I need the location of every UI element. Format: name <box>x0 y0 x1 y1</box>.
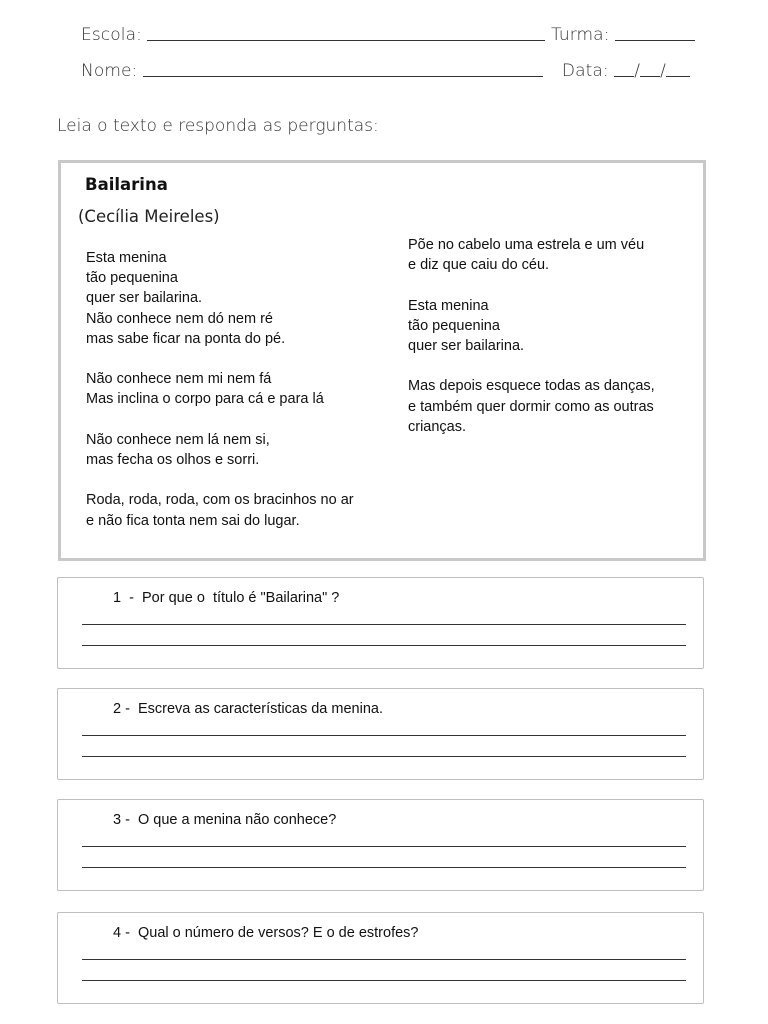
header-row-escola <box>81 25 695 45</box>
answer-line[interactable] <box>82 867 686 868</box>
poem-verse: e diz que caiu do céu. <box>408 257 550 274</box>
date-separator: / <box>634 61 641 81</box>
poem-verse: Mas inclina o corpo para cá e para lá <box>86 391 324 408</box>
escola-field[interactable] <box>147 39 545 41</box>
poem-verse: Não conhece nem lá nem si, <box>86 431 270 448</box>
year-field[interactable] <box>666 75 690 77</box>
question-box-3 <box>57 799 704 891</box>
answer-line[interactable] <box>82 959 686 960</box>
answer-line[interactable] <box>82 846 686 847</box>
data-label: Data: <box>561 61 609 81</box>
poem-verse: tão pequenina <box>86 270 178 287</box>
question-text: 4 - Qual o número de versos? E o de estrofes? <box>113 925 419 941</box>
poem-author: (Cecília Meireles) <box>78 207 220 226</box>
month-field[interactable] <box>640 75 660 77</box>
question-text: 2 - Escreva as características da menina. <box>113 701 383 717</box>
poem-verse: Roda, roda, roda, com os bracinhos no ar <box>86 492 354 509</box>
question-box-4 <box>57 912 704 1004</box>
poem-verse: Não conhece nem dó nem ré <box>86 310 273 327</box>
answer-line[interactable] <box>82 624 686 625</box>
escola-label: Escola: <box>81 25 142 45</box>
poem-verse: Não conhece nem mi nem fá <box>86 371 272 388</box>
turma-label: Turma: <box>550 25 610 45</box>
poem-column-right <box>408 235 655 457</box>
day-field[interactable] <box>614 75 634 77</box>
header-row-nome <box>81 61 690 81</box>
poem-stanza <box>86 369 354 409</box>
poem-verse: tão pequenina <box>408 317 500 334</box>
poem-stanza <box>408 296 655 357</box>
poem-verse: quer ser bailarina. <box>408 338 525 354</box>
turma-field[interactable] <box>615 39 695 41</box>
answer-line[interactable] <box>82 756 686 757</box>
poem-verse: mas sabe ficar na ponta do pé. <box>86 330 286 347</box>
question-text: 3 - O que a menina não conhece? <box>113 812 337 828</box>
poem-verse: Põe no cabelo uma estrela e um véu <box>408 237 645 253</box>
poem-verse: Esta menina <box>408 297 489 314</box>
poem-verse: e não fica tonta nem sai do lugar. <box>86 512 300 529</box>
poem-box <box>58 160 706 561</box>
nome-field[interactable] <box>143 75 543 77</box>
poem-stanza <box>408 376 655 437</box>
question-box-2 <box>57 688 704 780</box>
poem-verse: mas fecha os olhos e sorri. <box>86 452 260 468</box>
poem-verse: Mas depois esquece todas as danças, <box>408 378 655 395</box>
answer-line[interactable] <box>82 735 686 736</box>
question-box-1 <box>57 577 704 669</box>
poem-stanza <box>86 490 354 530</box>
nome-label: Nome: <box>81 61 138 81</box>
poem-column-left <box>86 248 354 551</box>
poem-stanza <box>86 430 354 470</box>
poem-stanza <box>408 235 655 275</box>
poem-verse: quer ser bailarina. <box>86 290 203 307</box>
answer-line[interactable] <box>82 645 686 646</box>
poem-title: Bailarina <box>85 175 168 194</box>
poem-verse: Esta menina <box>86 250 167 266</box>
question-text: 1 - Por que o título é "Bailarina" ? <box>113 590 340 606</box>
answer-line[interactable] <box>82 980 686 981</box>
instruction-text: Leia o texto e responda as perguntas: <box>57 116 379 136</box>
poem-verse: e também quer dormir como as outras <box>408 398 654 415</box>
date-separator: / <box>660 61 666 81</box>
poem-stanza <box>86 248 354 349</box>
poem-verse: crianças. <box>408 418 467 435</box>
